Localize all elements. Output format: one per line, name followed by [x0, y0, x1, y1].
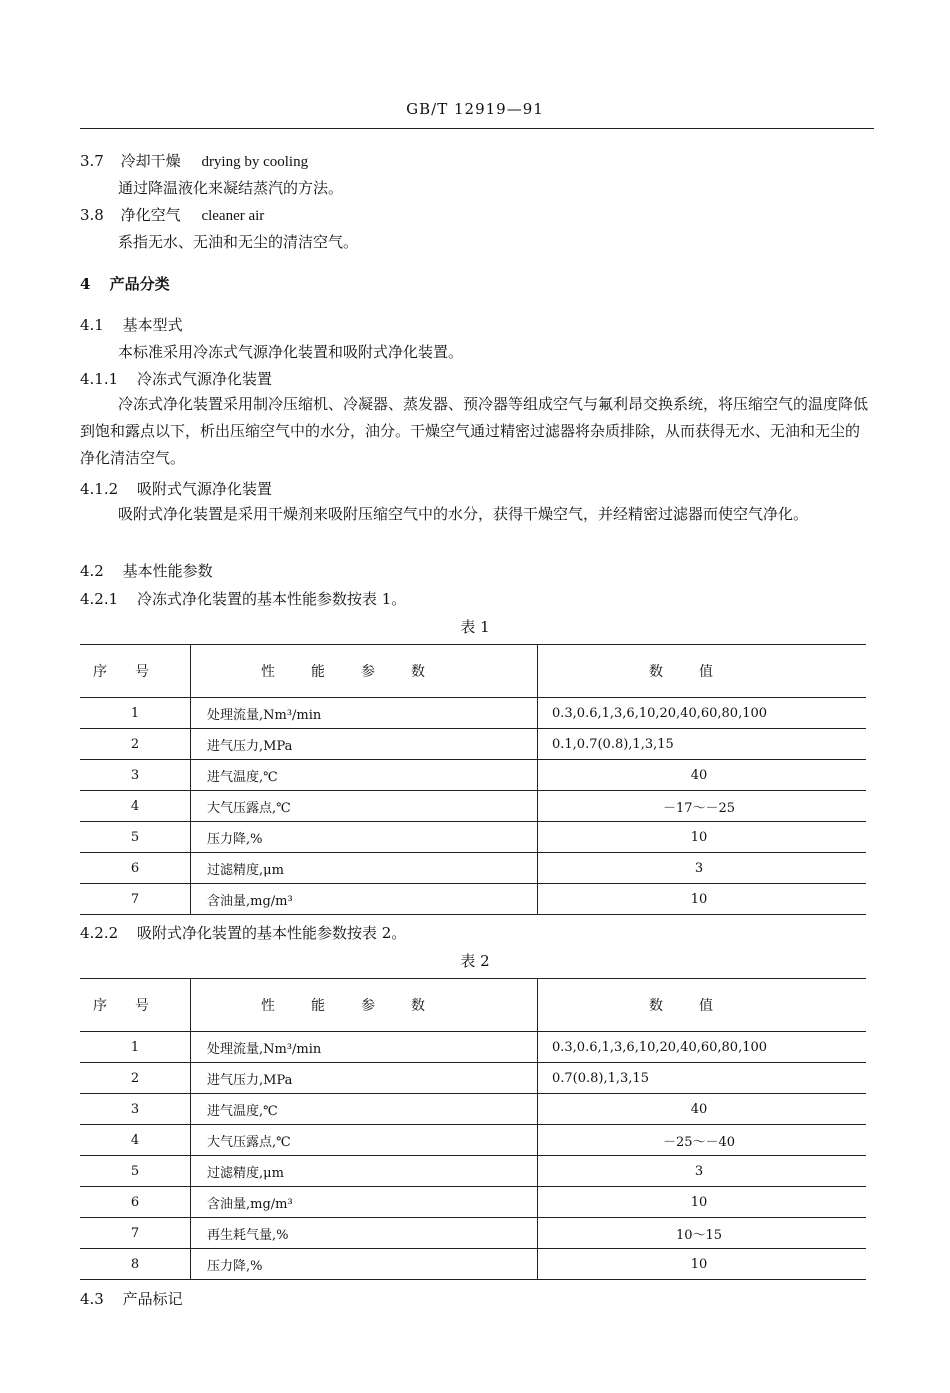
cell-parameter: 进气压力,MPa [191, 1063, 538, 1094]
section-number: 4 [80, 275, 91, 293]
section-number: 4.2 [80, 562, 104, 580]
section-4-3-heading [80, 1288, 183, 1309]
section-title-en: cleaner air [201, 208, 265, 224]
section-4-1-2-heading [80, 478, 272, 499]
header-parameter: 性能参数 [191, 979, 538, 1032]
cell-parameter: 压力降,% [191, 822, 538, 853]
section-title: 吸附式气源净化装置 [136, 480, 272, 498]
cell-index: 6 [80, 1187, 191, 1218]
section-title: 冷冻式净化装置的基本性能参数按表 1。 [136, 590, 407, 608]
cell-parameter: 大气压露点,℃ [191, 1125, 538, 1156]
section-4-1-2-body: 吸附式净化装置是采用干燥剂来吸附压缩空气中的水分，获得干燥空气，并经精密过滤器而使空气净化。 [118, 505, 809, 523]
cell-index: 4 [80, 791, 191, 822]
cell-value: 40 [538, 760, 867, 791]
header-value: 数值 [538, 979, 867, 1032]
cell-parameter: 进气温度,℃ [191, 760, 538, 791]
section-4-2-2-heading [80, 922, 406, 943]
table-row [80, 1125, 866, 1156]
cell-parameter: 压力降,% [191, 1249, 538, 1280]
cell-parameter: 处理流量,Nm³/min [191, 1032, 538, 1063]
cell-parameter: 处理流量,Nm³/min [191, 698, 538, 729]
section-3-8-heading [80, 204, 264, 225]
cell-index: 6 [80, 853, 191, 884]
cell-value: 3 [538, 1156, 867, 1187]
table-row [80, 1032, 866, 1063]
section-title: 产品标记 [122, 1290, 183, 1308]
table-row [80, 1187, 866, 1218]
cell-value: －25～－40 [538, 1125, 867, 1156]
section-title-en: drying by cooling [201, 154, 309, 170]
table-row [80, 760, 866, 791]
section-title: 净化空气 [120, 206, 181, 224]
cell-index: 1 [80, 1032, 191, 1063]
cell-parameter: 过滤精度,μm [191, 1156, 538, 1187]
cell-value: 3 [538, 853, 867, 884]
cell-index: 2 [80, 729, 191, 760]
header-index: 序号 [80, 645, 191, 698]
cell-index: 5 [80, 822, 191, 853]
section-title: 吸附式净化装置的基本性能参数按表 2。 [136, 924, 407, 942]
header-rule [80, 128, 874, 129]
cell-index: 1 [80, 698, 191, 729]
table-row [80, 822, 866, 853]
table-row [80, 884, 866, 915]
cell-parameter: 进气压力,MPa [191, 729, 538, 760]
cell-value: 0.1,0.7(0.8),1,3,15 [538, 729, 867, 760]
section-title: 产品分类 [109, 275, 170, 293]
header-parameter: 性能参数 [191, 645, 538, 698]
section-4-1-1-heading [80, 368, 272, 389]
table-header-row [80, 979, 866, 1032]
header-value: 数值 [538, 645, 867, 698]
table-row [80, 698, 866, 729]
header-index: 序号 [80, 979, 191, 1032]
table-1-caption: 表 1 [460, 618, 490, 636]
section-number: 3.8 [80, 206, 104, 224]
section-4-1-1-body: 冷冻式净化装置采用制冷压缩机、冷凝器、蒸发器、预冷器等组成空气与氟利昂交换系统，将压缩空气的温度降低到饱和露点以下，析出压缩空气中的水分，油分。干燥空气通过精密过滤器将杂质排除，从而获得无水、无油和无尘的净化清洁空气。 [80, 395, 869, 467]
cell-parameter: 大气压露点,℃ [191, 791, 538, 822]
table-row [80, 1156, 866, 1187]
section-number: 3.7 [80, 152, 104, 170]
cell-index: 7 [80, 1218, 191, 1249]
section-number: 4.1.1 [80, 370, 119, 388]
table-header-row [80, 645, 866, 698]
page-header: GB/T 12919—91 [406, 100, 544, 118]
cell-value: 0.3,0.6,1,3,6,10,20,40,60,80,100 [538, 1032, 867, 1063]
section-4-1-body: 本标准采用冷冻式气源净化装置和吸附式净化装置。 [118, 343, 464, 361]
table-1 [80, 644, 866, 915]
cell-value: 40 [538, 1094, 867, 1125]
cell-value: 10 [538, 884, 867, 915]
cell-index: 2 [80, 1063, 191, 1094]
section-3-7-body: 通过降温液化来凝结蒸汽的方法。 [118, 179, 344, 197]
section-title: 基本性能参数 [122, 562, 213, 580]
cell-value: 10～15 [538, 1218, 867, 1249]
cell-index: 5 [80, 1156, 191, 1187]
cell-index: 4 [80, 1125, 191, 1156]
section-4-1-heading [80, 314, 183, 335]
section-4-heading [80, 273, 170, 294]
section-4-2-1-heading [80, 588, 406, 609]
table-2-caption: 表 2 [460, 952, 490, 970]
cell-index: 8 [80, 1249, 191, 1280]
table-2 [80, 978, 866, 1280]
table-row [80, 853, 866, 884]
section-number: 4.1.2 [80, 480, 119, 498]
section-3-8-body: 系指无水、无油和无尘的清洁空气。 [118, 233, 359, 251]
cell-value: 0.3,0.6,1,3,6,10,20,40,60,80,100 [538, 698, 867, 729]
table-row [80, 1094, 866, 1125]
section-4-2-heading [80, 560, 213, 581]
cell-value: 0.7(0.8),1,3,15 [538, 1063, 867, 1094]
table-row [80, 1218, 866, 1249]
table-row [80, 729, 866, 760]
section-number: 4.1 [80, 316, 104, 334]
cell-parameter: 再生耗气量,% [191, 1218, 538, 1249]
section-3-7-heading [80, 150, 308, 171]
section-number: 4.2.2 [80, 924, 119, 942]
cell-value: －17～－25 [538, 791, 867, 822]
section-title: 冷却干燥 [120, 152, 181, 170]
section-title: 基本型式 [122, 316, 183, 334]
cell-index: 3 [80, 1094, 191, 1125]
cell-value: 10 [538, 1187, 867, 1218]
cell-parameter: 进气温度,℃ [191, 1094, 538, 1125]
cell-parameter: 过滤精度,μm [191, 853, 538, 884]
cell-value: 10 [538, 1249, 867, 1280]
table-row [80, 1249, 866, 1280]
section-title: 冷冻式气源净化装置 [136, 370, 272, 388]
cell-value: 10 [538, 822, 867, 853]
table-row [80, 791, 866, 822]
section-number: 4.2.1 [80, 590, 119, 608]
cell-index: 3 [80, 760, 191, 791]
section-number: 4.3 [80, 1290, 104, 1308]
cell-index: 7 [80, 884, 191, 915]
cell-parameter: 含油量,mg/m³ [191, 884, 538, 915]
table-row [80, 1063, 866, 1094]
cell-parameter: 含油量,mg/m³ [191, 1187, 538, 1218]
